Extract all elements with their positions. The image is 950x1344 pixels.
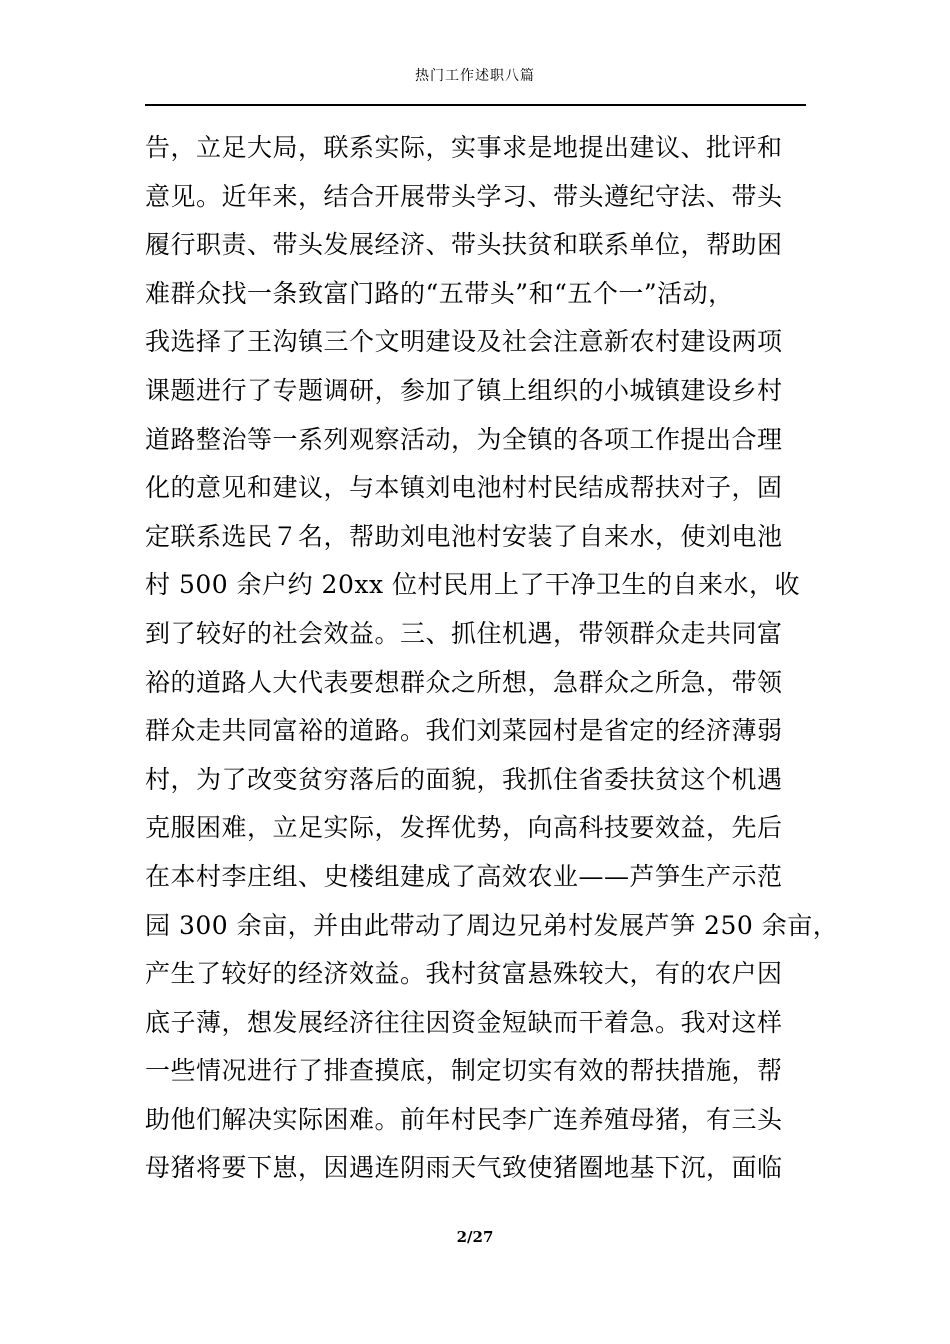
text-line: 助他们解决实际困难。前年村民李广连养殖母猪，有三头	[145, 1104, 783, 1134]
text-line: 意见。近年来，结合开展带头学习、带头遵纪守法、带头	[145, 181, 783, 211]
text-line: 我选择了王沟镇三个文明建设及社会注意新农村建设两项	[145, 327, 783, 357]
text-line: 产生了较好的经济效益。我村贫富悬殊较大，有的农户因	[145, 959, 783, 989]
text-line: 裕的道路人大代表要想群众之所想，急群众之所急，带领	[145, 667, 783, 697]
text-line: 课题进行了专题调研，参加了镇上组织的小城镇建设乡村	[145, 375, 783, 405]
page-header-title: 热门工作述职八篇	[415, 68, 535, 84]
text-line: 村 500 余户约 20xx 位村民用上了干净卫生的自来水，收	[145, 570, 801, 600]
page-number: 2/27	[456, 1228, 494, 1246]
text-line: 底子薄，想发展经济往往因资金短缺而干着急。我对这样	[145, 1007, 783, 1037]
text-line: 履行职责、带头发展经济、带头扶贫和联系单位，帮助困	[145, 230, 783, 260]
text-line: 告，立足大局，联系实际，实事求是地提出建议、批评和	[145, 133, 783, 162]
text-line: 在本村李庄组、史楼组建成了高效农业——芦笋生产示范	[145, 861, 783, 891]
text-line: 母猪将要下崽，因遇连阴雨天气致使猪圈地基下沉，面临	[145, 1153, 783, 1183]
body-text	[145, 124, 839, 1193]
text-line: 村，为了改变贫穷落后的面貌，我抓住省委扶贫这个机遇	[145, 764, 783, 794]
text-line: 难群众找一条致富门路的“五带头”和“五个一”活动，	[145, 278, 734, 308]
text-line: 道路整治等一系列观察活动，为全镇的各项工作提出合理	[145, 424, 783, 454]
text-line: 一些情况进行了排查摸底，制定切实有效的帮扶措施，帮	[145, 1056, 783, 1086]
text-line: 克服困难，立足实际，发挥优势，向高科技要效益，先后	[145, 813, 783, 843]
text-line: 定联系选民７名，帮助刘电池村安装了自来水，使刘电池	[145, 521, 783, 551]
text-line: 园 300 余亩，并由此带动了周边兄弟村发展芦笋 250 余亩，	[145, 910, 839, 940]
text-line: 化的意见和建议，与本镇刘电池村村民结成帮扶对子，固	[145, 473, 783, 503]
text-line: 群众走共同富裕的道路。我们刘菜园村是省定的经济薄弱	[145, 716, 783, 746]
header-divider	[145, 104, 806, 106]
text-line: 到了较好的社会效益。三、抓住机遇，带领群众走共同富	[145, 618, 783, 648]
